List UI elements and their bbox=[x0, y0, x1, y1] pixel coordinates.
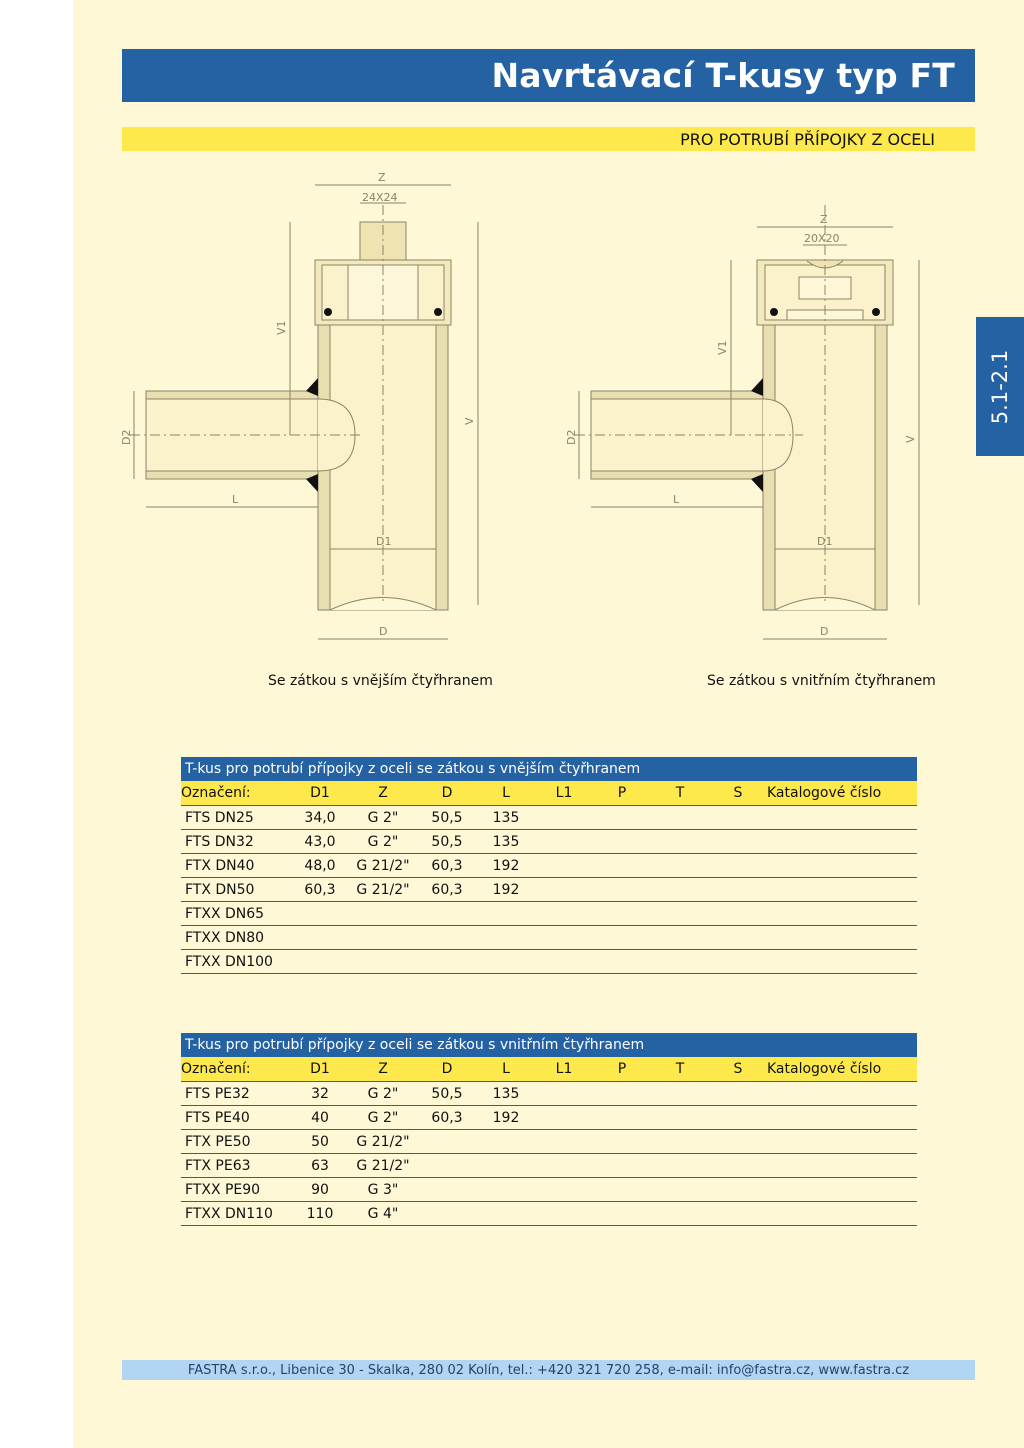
table-cell bbox=[709, 950, 767, 974]
table-cell bbox=[593, 926, 651, 950]
column-header: S bbox=[709, 781, 767, 806]
table-cell: 48,0 bbox=[291, 854, 349, 878]
table-cell: 90 bbox=[291, 1178, 349, 1202]
table-cell bbox=[349, 950, 417, 974]
table-cell bbox=[593, 854, 651, 878]
subtitle-bar bbox=[122, 127, 975, 151]
table-cell bbox=[535, 830, 593, 854]
table-row bbox=[181, 878, 917, 902]
table-cell bbox=[709, 854, 767, 878]
page-subtitle: PRO POTRUBÍ PŘÍPOJKY Z OCELI bbox=[680, 129, 935, 149]
product-code: FTXX DN110 bbox=[181, 1202, 291, 1226]
table-cell bbox=[651, 926, 709, 950]
table-cell bbox=[477, 950, 535, 974]
table-cell bbox=[709, 1106, 767, 1130]
table-cell bbox=[767, 878, 917, 902]
column-header: Z bbox=[349, 1057, 417, 1082]
table-cell bbox=[477, 1130, 535, 1154]
dim-label-d1: D1 bbox=[376, 535, 392, 548]
spec-table-external bbox=[181, 757, 917, 974]
dim-label-d2: D2 bbox=[120, 429, 133, 445]
table-cell bbox=[767, 1082, 917, 1106]
table-row bbox=[181, 1130, 917, 1154]
table-cell bbox=[767, 950, 917, 974]
table-cell bbox=[593, 806, 651, 830]
table-cell bbox=[767, 1178, 917, 1202]
table-header-row bbox=[181, 1057, 917, 1082]
dim-label-square: 24X24 bbox=[362, 191, 398, 204]
dim-label-d: D bbox=[379, 625, 388, 638]
table-cell: G 2" bbox=[349, 1106, 417, 1130]
dim-label-z: Z bbox=[378, 171, 386, 184]
table-cell bbox=[709, 1130, 767, 1154]
table-cell bbox=[651, 878, 709, 902]
table-cell bbox=[593, 1082, 651, 1106]
table-cell bbox=[593, 902, 651, 926]
table-cell bbox=[417, 1154, 477, 1178]
table-cell bbox=[349, 926, 417, 950]
column-header: T bbox=[651, 781, 709, 806]
table-cell: 32 bbox=[291, 1082, 349, 1106]
table-cell bbox=[417, 1130, 477, 1154]
dim-label-z: Z bbox=[820, 213, 828, 226]
table-cell bbox=[535, 806, 593, 830]
table-cell bbox=[477, 1202, 535, 1226]
dim-label-d: D bbox=[820, 625, 829, 638]
table-cell: G 2" bbox=[349, 1082, 417, 1106]
table-cell bbox=[767, 1130, 917, 1154]
table-cell: 192 bbox=[477, 1106, 535, 1130]
title-bar bbox=[122, 49, 975, 102]
table-cell bbox=[291, 950, 349, 974]
table-cell: 63 bbox=[291, 1154, 349, 1178]
product-code: FTS PE40 bbox=[181, 1106, 291, 1130]
table-cell bbox=[767, 1202, 917, 1226]
table-cell bbox=[535, 950, 593, 974]
table-cell bbox=[291, 902, 349, 926]
product-code: FTS PE32 bbox=[181, 1082, 291, 1106]
table-cell: G 4" bbox=[349, 1202, 417, 1226]
table-cell: 60,3 bbox=[291, 878, 349, 902]
column-header: L1 bbox=[535, 1057, 593, 1082]
column-header: D1 bbox=[291, 781, 349, 806]
table-cell bbox=[767, 1154, 917, 1178]
table-cell: 135 bbox=[477, 806, 535, 830]
table-cell bbox=[767, 854, 917, 878]
column-header: D bbox=[417, 1057, 477, 1082]
page-title: Navrtávací T-kusy typ FT bbox=[491, 56, 955, 95]
table-cell bbox=[417, 1202, 477, 1226]
product-code: FTXX PE90 bbox=[181, 1178, 291, 1202]
table-row bbox=[181, 902, 917, 926]
product-code: FTXX DN100 bbox=[181, 950, 291, 974]
table-cell bbox=[417, 1178, 477, 1202]
table-cell bbox=[651, 806, 709, 830]
product-code: FTX PE63 bbox=[181, 1154, 291, 1178]
table-cell: 192 bbox=[477, 878, 535, 902]
product-code: FTS DN25 bbox=[181, 806, 291, 830]
table-row bbox=[181, 1154, 917, 1178]
table-cell bbox=[593, 1154, 651, 1178]
table-row bbox=[181, 926, 917, 950]
table-cell bbox=[767, 830, 917, 854]
table-cell bbox=[477, 1178, 535, 1202]
table-cell bbox=[767, 902, 917, 926]
table-cell: 50,5 bbox=[417, 806, 477, 830]
table-row bbox=[181, 950, 917, 974]
column-header: L bbox=[477, 781, 535, 806]
table-cell bbox=[651, 1202, 709, 1226]
dim-label-l: L bbox=[232, 493, 239, 506]
column-header: P bbox=[593, 1057, 651, 1082]
table-cell bbox=[349, 902, 417, 926]
column-header: Z bbox=[349, 781, 417, 806]
caption-external-square: Se zátkou s vnějším čtyřhranem bbox=[268, 673, 493, 689]
table-cell bbox=[767, 926, 917, 950]
spec-table-internal bbox=[181, 1033, 917, 1226]
table-cell: G 3" bbox=[349, 1178, 417, 1202]
column-header: D1 bbox=[291, 1057, 349, 1082]
column-header: P bbox=[593, 781, 651, 806]
column-header: Katalogové číslo bbox=[767, 781, 917, 806]
table-header-row bbox=[181, 781, 917, 806]
table-row bbox=[181, 806, 917, 830]
footer-contact: FASTRA s.r.o., Libenice 30 - Skalka, 280 02 Kolín, tel.: +420 321 720 258, e-mail: info@fastra.cz, www.fastra.cz bbox=[187, 1362, 910, 1378]
table-cell bbox=[593, 830, 651, 854]
table-cell bbox=[709, 926, 767, 950]
table-cell bbox=[477, 926, 535, 950]
table-cell bbox=[709, 902, 767, 926]
caption-internal-square: Se zátkou s vnitřním čtyřhranem bbox=[707, 673, 936, 689]
column-header: L bbox=[477, 1057, 535, 1082]
table-cell bbox=[535, 926, 593, 950]
table-cell bbox=[535, 1106, 593, 1130]
table-cell bbox=[535, 1130, 593, 1154]
table-cell: 43,0 bbox=[291, 830, 349, 854]
table-cell bbox=[709, 1154, 767, 1178]
table-cell: 40 bbox=[291, 1106, 349, 1130]
table-cell: G 21/2" bbox=[349, 878, 417, 902]
column-header: D bbox=[417, 781, 477, 806]
product-code: FTX PE50 bbox=[181, 1130, 291, 1154]
table-cell bbox=[535, 878, 593, 902]
table-cell: 60,3 bbox=[417, 878, 477, 902]
table-cell bbox=[593, 1130, 651, 1154]
table-cell: 60,3 bbox=[417, 854, 477, 878]
table-cell bbox=[535, 854, 593, 878]
table-cell bbox=[709, 1202, 767, 1226]
section-tab-label: 5.1-2.1 bbox=[988, 349, 1012, 424]
table-cell bbox=[709, 830, 767, 854]
column-header: T bbox=[651, 1057, 709, 1082]
table-cell: 50,5 bbox=[417, 1082, 477, 1106]
table-cell bbox=[593, 1178, 651, 1202]
table-cell bbox=[651, 1154, 709, 1178]
table-row bbox=[181, 854, 917, 878]
table-cell bbox=[651, 902, 709, 926]
table-cell bbox=[651, 830, 709, 854]
column-header: L1 bbox=[535, 781, 593, 806]
table-cell: G 2" bbox=[349, 830, 417, 854]
table-cell: 34,0 bbox=[291, 806, 349, 830]
table-cell: G 2" bbox=[349, 806, 417, 830]
table-cell bbox=[767, 806, 917, 830]
table-cell bbox=[535, 902, 593, 926]
table-cell bbox=[709, 1178, 767, 1202]
dim-label-v: V bbox=[463, 417, 476, 425]
table-cell bbox=[593, 950, 651, 974]
table-cell: 60,3 bbox=[417, 1106, 477, 1130]
dim-label-v: V bbox=[904, 435, 917, 443]
table-cell bbox=[593, 878, 651, 902]
column-header: Označení: bbox=[181, 781, 291, 806]
dim-label-l: L bbox=[673, 493, 680, 506]
table-cell: 192 bbox=[477, 854, 535, 878]
drawing-external-square bbox=[110, 165, 500, 655]
table-cell bbox=[651, 854, 709, 878]
footer-bar bbox=[122, 1360, 975, 1380]
column-header: S bbox=[709, 1057, 767, 1082]
table-cell bbox=[593, 1106, 651, 1130]
table-cell: 135 bbox=[477, 830, 535, 854]
table-row bbox=[181, 830, 917, 854]
table-body bbox=[181, 806, 917, 974]
column-header: Katalogové číslo bbox=[767, 1057, 917, 1082]
table-cell: 50,5 bbox=[417, 830, 477, 854]
drawing-internal-square bbox=[555, 165, 945, 655]
table-row bbox=[181, 1202, 917, 1226]
table-cell bbox=[651, 950, 709, 974]
table-cell: G 21/2" bbox=[349, 854, 417, 878]
table-cell bbox=[535, 1178, 593, 1202]
table-cell bbox=[417, 902, 477, 926]
table-cell: G 21/2" bbox=[349, 1154, 417, 1178]
table-cell bbox=[535, 1082, 593, 1106]
table-cell bbox=[535, 1202, 593, 1226]
table-cell bbox=[767, 1106, 917, 1130]
table-cell: 135 bbox=[477, 1082, 535, 1106]
table-cell bbox=[709, 806, 767, 830]
table-cell bbox=[651, 1130, 709, 1154]
table-body bbox=[181, 1082, 917, 1226]
dim-label-d1: D1 bbox=[817, 535, 833, 548]
table-cell bbox=[709, 1082, 767, 1106]
dim-label-d2: D2 bbox=[565, 429, 578, 445]
table-cell bbox=[651, 1178, 709, 1202]
table-title: T-kus pro potrubí přípojky z oceli se zátkou s vnitřním čtyřhranem bbox=[181, 1033, 917, 1057]
table-cell bbox=[593, 1202, 651, 1226]
product-code: FTX DN50 bbox=[181, 878, 291, 902]
table-cell bbox=[417, 950, 477, 974]
table-title: T-kus pro potrubí přípojky z oceli se zátkou s vnějším čtyřhranem bbox=[181, 757, 917, 781]
table-cell bbox=[477, 902, 535, 926]
table-row bbox=[181, 1106, 917, 1130]
table-cell bbox=[709, 878, 767, 902]
product-code: FTX DN40 bbox=[181, 854, 291, 878]
table-row bbox=[181, 1178, 917, 1202]
table-cell bbox=[417, 926, 477, 950]
table-cell bbox=[477, 1154, 535, 1178]
table-cell bbox=[651, 1106, 709, 1130]
product-code: FTXX DN80 bbox=[181, 926, 291, 950]
dim-label-v1: V1 bbox=[716, 340, 729, 355]
product-code: FTXX DN65 bbox=[181, 902, 291, 926]
table-cell bbox=[535, 1154, 593, 1178]
section-tab[interactable] bbox=[976, 317, 1024, 456]
table-cell bbox=[291, 926, 349, 950]
table-row bbox=[181, 1082, 917, 1106]
column-header: Označení: bbox=[181, 1057, 291, 1082]
table-cell: 50 bbox=[291, 1130, 349, 1154]
table-cell: G 21/2" bbox=[349, 1130, 417, 1154]
table-cell bbox=[651, 1082, 709, 1106]
dim-label-square: 20X20 bbox=[804, 232, 840, 245]
product-code: FTS DN32 bbox=[181, 830, 291, 854]
table-cell: 110 bbox=[291, 1202, 349, 1226]
dim-label-v1: V1 bbox=[275, 320, 288, 335]
